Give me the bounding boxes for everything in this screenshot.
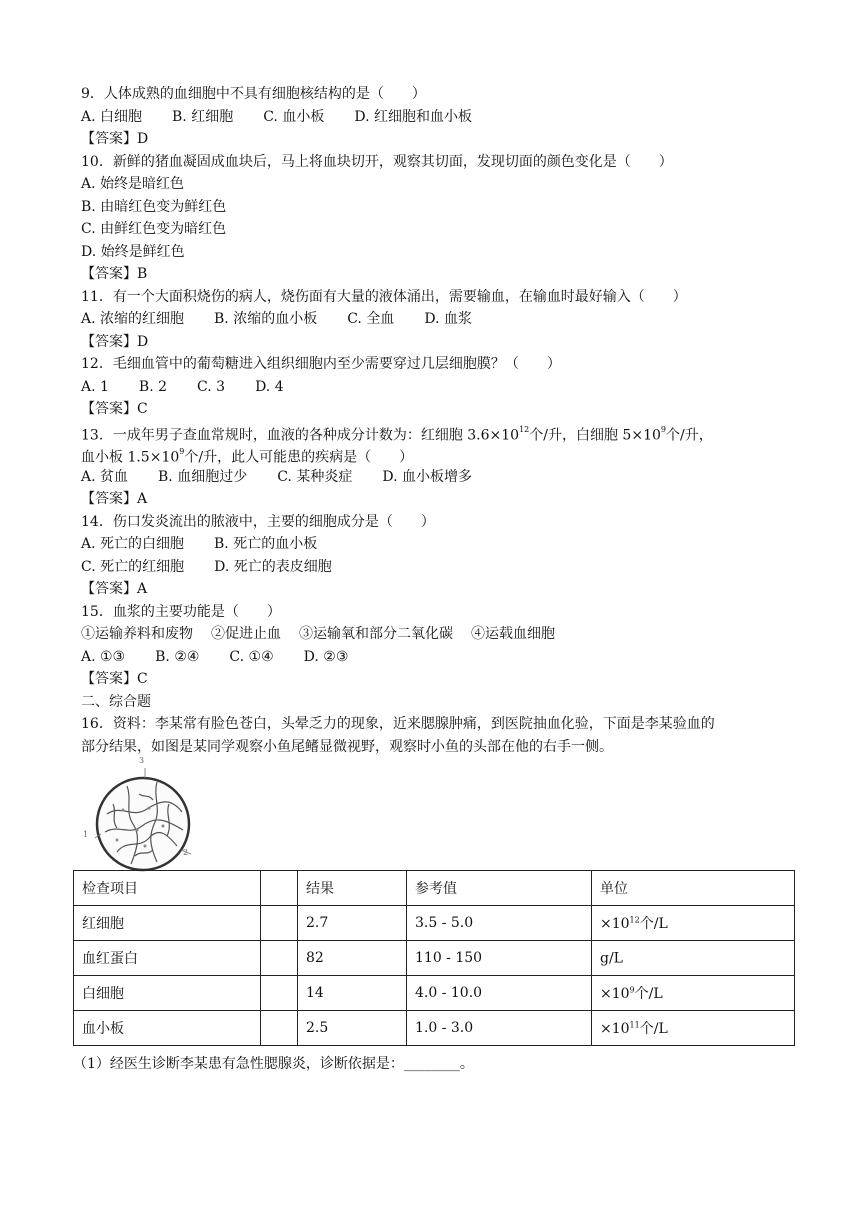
option-c: C. 某种炎症 xyxy=(277,468,353,485)
item-2: ②促进止血 xyxy=(211,626,281,642)
exponent: 9 xyxy=(660,424,666,434)
table-row xyxy=(74,941,795,976)
table-header-row xyxy=(74,871,795,906)
blank-cell xyxy=(261,976,298,1011)
question-13-stem-line2 xyxy=(81,443,801,466)
unit-suffix: 个/L xyxy=(639,916,668,932)
question-14-answer: 【答案】A xyxy=(81,581,148,597)
question-15-items xyxy=(81,623,801,646)
question-9-answer: 【答案】D xyxy=(81,131,149,147)
option-c: C. ①④ xyxy=(229,648,274,665)
unit-exponent: 9 xyxy=(629,985,635,995)
result-cell: 2.5 xyxy=(298,1011,407,1046)
option-c: C. 由鲜红色变为暗红色 xyxy=(81,221,227,237)
blood-test-table xyxy=(73,870,795,1046)
unit-suffix: 个/L xyxy=(634,986,663,1002)
option-a: A. 1 xyxy=(81,378,109,395)
figure-label-2: 2 xyxy=(183,848,189,857)
option-a: A. 贫血 xyxy=(81,468,129,485)
option-d: D. 红细胞和血小板 xyxy=(354,108,472,125)
figure-label-1: 1 xyxy=(83,830,89,839)
question-11-answer: 【答案】D xyxy=(81,333,149,350)
item-cell: 血红蛋白 xyxy=(74,941,261,976)
option-b: B. 红细胞 xyxy=(172,108,234,125)
question-16-line1: 16．资料：李某常有脸色苍白，头晕乏力的现象，近来腮腺肿痛，到医院抽血化验，下面是李某验血的 xyxy=(81,716,715,732)
reference-cell: 4.0 - 10.0 xyxy=(407,976,592,1011)
unit-suffix: 个/L xyxy=(639,1021,668,1037)
item-cell: 红细胞 xyxy=(74,906,261,941)
question-11-options xyxy=(81,308,801,331)
header-blank xyxy=(261,871,298,906)
table-row xyxy=(74,976,795,1011)
option-d: D. 始终是鲜红色 xyxy=(81,243,185,260)
option-b: B. 浓缩的血小板 xyxy=(214,311,318,327)
header-reference: 参考值 xyxy=(407,871,592,906)
question-16-line2: 部分结果，如图是某同学观察小鱼尾鳍显微视野，观察时小鱼的头部在他的右手一侧。 xyxy=(81,738,613,755)
stem-text: 13．一成年男子查血常规时，血液的各种成分计数为：红细胞 3.6×10 xyxy=(81,427,520,444)
item-cell: 血小板 xyxy=(74,1011,261,1046)
unit-base: ×10 xyxy=(600,916,630,932)
option-b: B. 由暗红色变为鲜红色 xyxy=(81,198,227,215)
question-list xyxy=(81,83,801,882)
question-14-options-row2 xyxy=(81,556,801,579)
microscope-field-figure xyxy=(81,756,801,882)
option-d: D. ②③ xyxy=(303,648,349,665)
blank-cell xyxy=(261,1011,298,1046)
question-15-options xyxy=(81,646,801,669)
unit-cell xyxy=(592,941,795,976)
option-a: A. 白细胞 xyxy=(81,108,143,125)
option-c: C. 全血 xyxy=(347,311,395,327)
item-1: ①运输养料和废物 xyxy=(81,626,193,642)
exponent: 9 xyxy=(179,447,185,456)
option-a: A. 死亡的白细胞 xyxy=(81,536,185,552)
option-c: C. 3 xyxy=(197,378,226,395)
option-b: B. ②④ xyxy=(155,648,200,665)
question-15-stem: 15．血浆的主要功能是（ ） xyxy=(81,603,281,620)
option-b: B. 死亡的血小板 xyxy=(214,536,318,552)
figure-label-3: 3 xyxy=(139,756,145,765)
item-4: ④运载血细胞 xyxy=(471,626,555,642)
unit-base: g/L xyxy=(600,950,623,967)
blank-cell xyxy=(261,906,298,941)
unit-base: ×10 xyxy=(600,1021,630,1037)
option-d: D. 死亡的表皮细胞 xyxy=(214,558,332,575)
option-d: D. 血浆 xyxy=(424,311,472,327)
option-c: C. 死亡的红细胞 xyxy=(81,558,185,575)
fish-tail-capillary-drawing xyxy=(87,764,197,876)
exponent: 12 xyxy=(519,424,530,434)
question-9-stem: 9．人体成熟的血细胞中不具有细胞核结构的是（ ） xyxy=(81,86,426,102)
option-a: A. 始终是暗红色 xyxy=(81,176,185,192)
header-unit: 单位 xyxy=(592,871,795,906)
result-cell: 14 xyxy=(298,976,407,1011)
question-10-answer: 【答案】B xyxy=(81,266,148,282)
question-12-options xyxy=(81,376,801,399)
question-13-answer: 【答案】A xyxy=(81,491,148,507)
option-b: B. 2 xyxy=(138,378,168,395)
reference-cell: 3.5 - 5.0 xyxy=(407,906,592,941)
question-9-options xyxy=(81,106,801,129)
item-cell: 白细胞 xyxy=(74,976,261,1011)
stem-text: 个/升，白细胞 5×10 xyxy=(529,427,661,444)
sub-question-1: （1）经医生诊断李某患有急性腮腺炎，诊断依据是：________。 xyxy=(73,1056,474,1072)
unit-exponent: 11 xyxy=(629,1020,640,1030)
result-cell: 82 xyxy=(298,941,407,976)
section-heading: 二、综合题 xyxy=(81,693,151,710)
unit-exponent: 12 xyxy=(629,915,640,925)
stem-text: 血小板 1.5×10 xyxy=(81,449,180,466)
option-a: A. 浓缩的红细胞 xyxy=(81,311,185,327)
header-item: 检查项目 xyxy=(74,871,261,906)
question-11-stem: 11．有一个大面积烧伤的病人，烧伤面有大量的液体涌出，需要输血，在输血时最好输入（ ） xyxy=(81,288,687,305)
stem-text: 个/升， xyxy=(665,427,713,444)
option-a: A. ①③ xyxy=(81,648,126,665)
question-14-options-row1 xyxy=(81,533,801,556)
question-13-options xyxy=(81,466,801,489)
unit-cell xyxy=(592,976,795,1011)
reference-cell: 110 - 150 xyxy=(407,941,592,976)
question-15-answer: 【答案】C xyxy=(81,671,148,687)
header-result: 结果 xyxy=(298,871,407,906)
blank-cell xyxy=(261,941,298,976)
reference-cell: 1.0 - 3.0 xyxy=(407,1011,592,1046)
table-row xyxy=(74,906,795,941)
unit-base: ×10 xyxy=(600,986,630,1002)
table-row xyxy=(74,1011,795,1046)
option-d: D. 4 xyxy=(255,378,284,395)
unit-cell xyxy=(592,1011,795,1046)
option-d: D. 血小板增多 xyxy=(382,468,472,485)
question-12-answer: 【答案】C xyxy=(81,401,148,417)
question-10-stem: 10．新鲜的猪血凝固成血块后，马上将血块切开，观察其切面，发现切面的颜色变化是（ ） xyxy=(81,153,673,170)
unit-cell xyxy=(592,906,795,941)
option-b: B. 血细胞过少 xyxy=(158,468,248,485)
question-14-stem: 14．伤口发炎流出的脓液中，主要的细胞成分是（ ） xyxy=(81,513,435,530)
question-13-stem-line1 xyxy=(81,421,801,444)
stem-text: 个/升，此人可能患的疾病是（ ） xyxy=(184,449,414,466)
option-c: C. 血小板 xyxy=(263,108,325,125)
result-cell: 2.7 xyxy=(298,906,407,941)
item-3: ③运输氧和部分二氧化碳 xyxy=(299,626,453,642)
question-12-stem: 12．毛细血管中的葡萄糖进入组织细胞内至少需要穿过几层细胞膜？（ ） xyxy=(81,356,561,372)
